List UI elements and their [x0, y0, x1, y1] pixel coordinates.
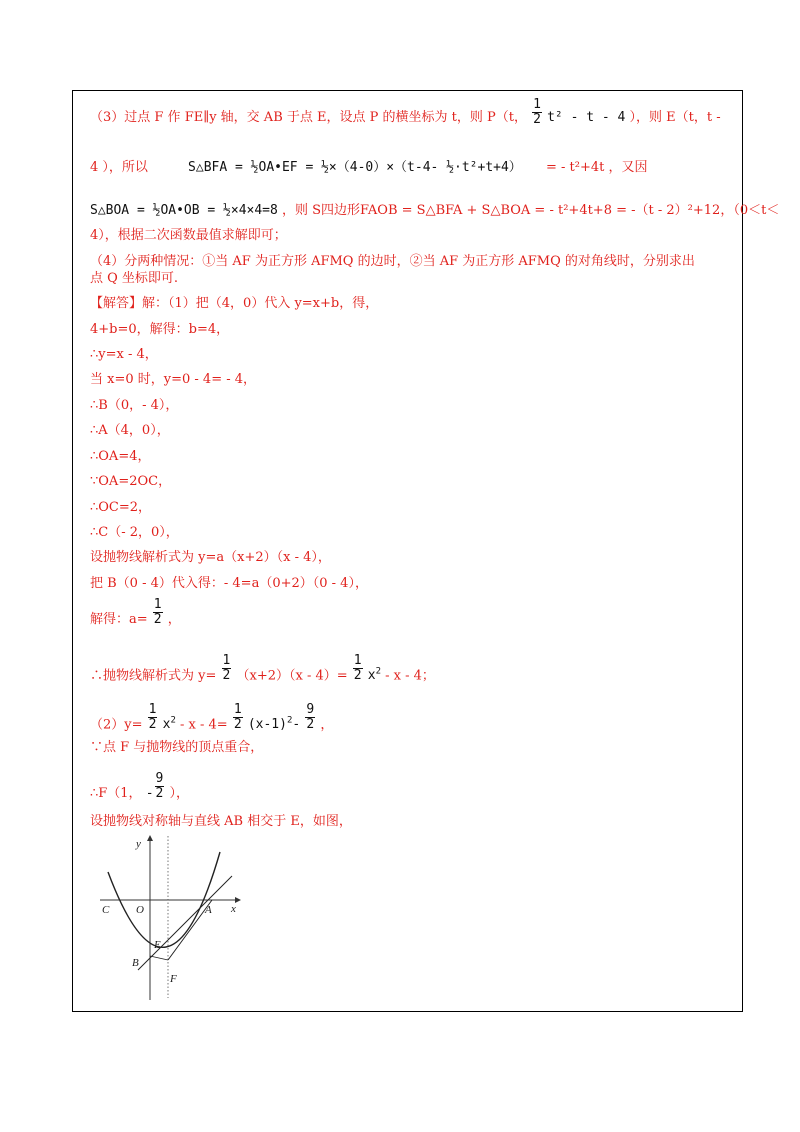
label-a: A	[205, 904, 212, 916]
text-line-21: （2）y= $\frac{1}{2}$ $x^2 - x - 4=$ $\frac{1}{2}$ $(x-1)^2-$ $\frac{9}{2}$ ，	[90, 702, 334, 733]
label-c: C	[102, 904, 110, 916]
x-squared: $x^2$	[367, 667, 381, 684]
fraction-half: $\frac{1}{2}$	[353, 653, 362, 684]
line-1-tail: ），则 E（t，t -	[629, 110, 721, 125]
fraction-half: $\frac{1}{2}$	[533, 97, 541, 127]
text-line-1	[90, 97, 721, 127]
text-line-12: ∴A（4，0），	[90, 423, 170, 438]
label-f: F	[170, 973, 177, 985]
line-ab	[138, 876, 232, 970]
fraction-half: $\frac{1}{2}$	[148, 702, 157, 733]
segment-bf	[150, 956, 168, 960]
fraction-half: $\frac{1}{2}$	[153, 597, 162, 627]
label-o: O	[136, 904, 144, 916]
text-line-16: ∴C（- 2，0），	[90, 525, 179, 540]
fraction-half: $\frac{1}{2}$	[233, 702, 242, 733]
text-line-23: ∴F（1， - $\frac{9}{2}$ ），	[90, 771, 190, 801]
line-3-text: ，则 S四边形FAOB = S△BFA + S△BOA = - t²+4t+8 = -（t - 2）²+12，（0＜t＜	[281, 203, 780, 218]
label-y: y	[136, 838, 141, 850]
label-x: x	[231, 903, 236, 915]
line-19-text: 解得：a=	[90, 612, 148, 627]
vertex-form: $(x-1)^2-$	[247, 716, 301, 733]
label-e: E	[154, 939, 161, 951]
x-squared: $x^2$	[162, 716, 176, 733]
text-line-2	[90, 160, 647, 176]
text-line-20: ∴抛物线解析式为 y= $\frac{1}{2}$ （x+2）（x - 4）= $\frac{1}{2}$ $x^2$ - x - 4；	[90, 653, 435, 684]
text-line-9: ∴y=x - 4，	[90, 347, 158, 362]
line-23-text: ∴F（1，	[90, 786, 142, 801]
text-line-18: 把 B（0 - 4）代入得：- 4=a（0+2）（0 - 4），	[90, 576, 368, 591]
label-b: B	[132, 957, 139, 969]
text-line-24: 设抛物线对称轴与直线 AB 相交于 E，如图，	[90, 814, 352, 829]
text-line-5: （4）分两种情况：①当 AF 为正方形 AFMQ 的边时，②当 AF 为正方形 AFMQ 的对角线时，分别求出	[90, 254, 695, 269]
line-2-text: 4 ），所以	[90, 160, 148, 175]
fraction-nine-halves: $\frac{9}{2}$	[306, 702, 315, 733]
text-line-13: ∴OA=4，	[90, 449, 151, 464]
line-1-text: （3）过点 F 作 FE∥y 轴，交 AB 于点 E，设点 P 的横坐标为 t，则 P（t，	[90, 110, 527, 125]
line-20-text: ∴抛物线解析式为 y=	[90, 668, 217, 684]
fraction-half: $\frac{1}{2}$	[222, 653, 231, 684]
text-line-15: ∴OC=2，	[90, 500, 152, 515]
text-line-8: 4+b=0，解得：b=4，	[90, 322, 230, 337]
line-21-text: （2）y=	[90, 717, 143, 733]
parabola-figure	[98, 832, 246, 1002]
text-line-19: 解得：a= $\frac{1}{2}$ ，	[90, 597, 181, 627]
formula-s-bfa: S△BFA = ½OA•EF = ½×（4-0）×（t-4- ½·t²+t+4）	[188, 160, 522, 175]
formula-s-boa: S△BOA = ½OA•OB = ½×4×4=8	[90, 203, 278, 218]
text-line-10: 当 x=0 时，y=0 - 4= - 4，	[90, 372, 257, 387]
text-line-7: 【解答】解：（1）把（4，0）代入 y=x+b，得，	[90, 296, 379, 311]
line-2-tail: = - t²+4t ，又因	[545, 160, 648, 175]
text-line-11: ∴B（0，- 4），	[90, 398, 179, 413]
formula-p: t² - t - 4	[547, 110, 626, 125]
text-line-17: 设抛物线解析式为 y=a（x+2）（x - 4），	[90, 550, 331, 565]
text-line-3	[90, 203, 779, 219]
text-line-6: 点 Q 坐标即可.	[90, 271, 179, 286]
fraction-nine-halves: $\frac{9}{2}$	[155, 771, 164, 801]
text-line-4: 4），根据二次函数最值求解即可；	[90, 228, 287, 243]
text-line-14: ∵OA=2OC，	[90, 474, 172, 489]
text-line-22: ∵点 F 与抛物线的顶点重合，	[90, 740, 264, 755]
